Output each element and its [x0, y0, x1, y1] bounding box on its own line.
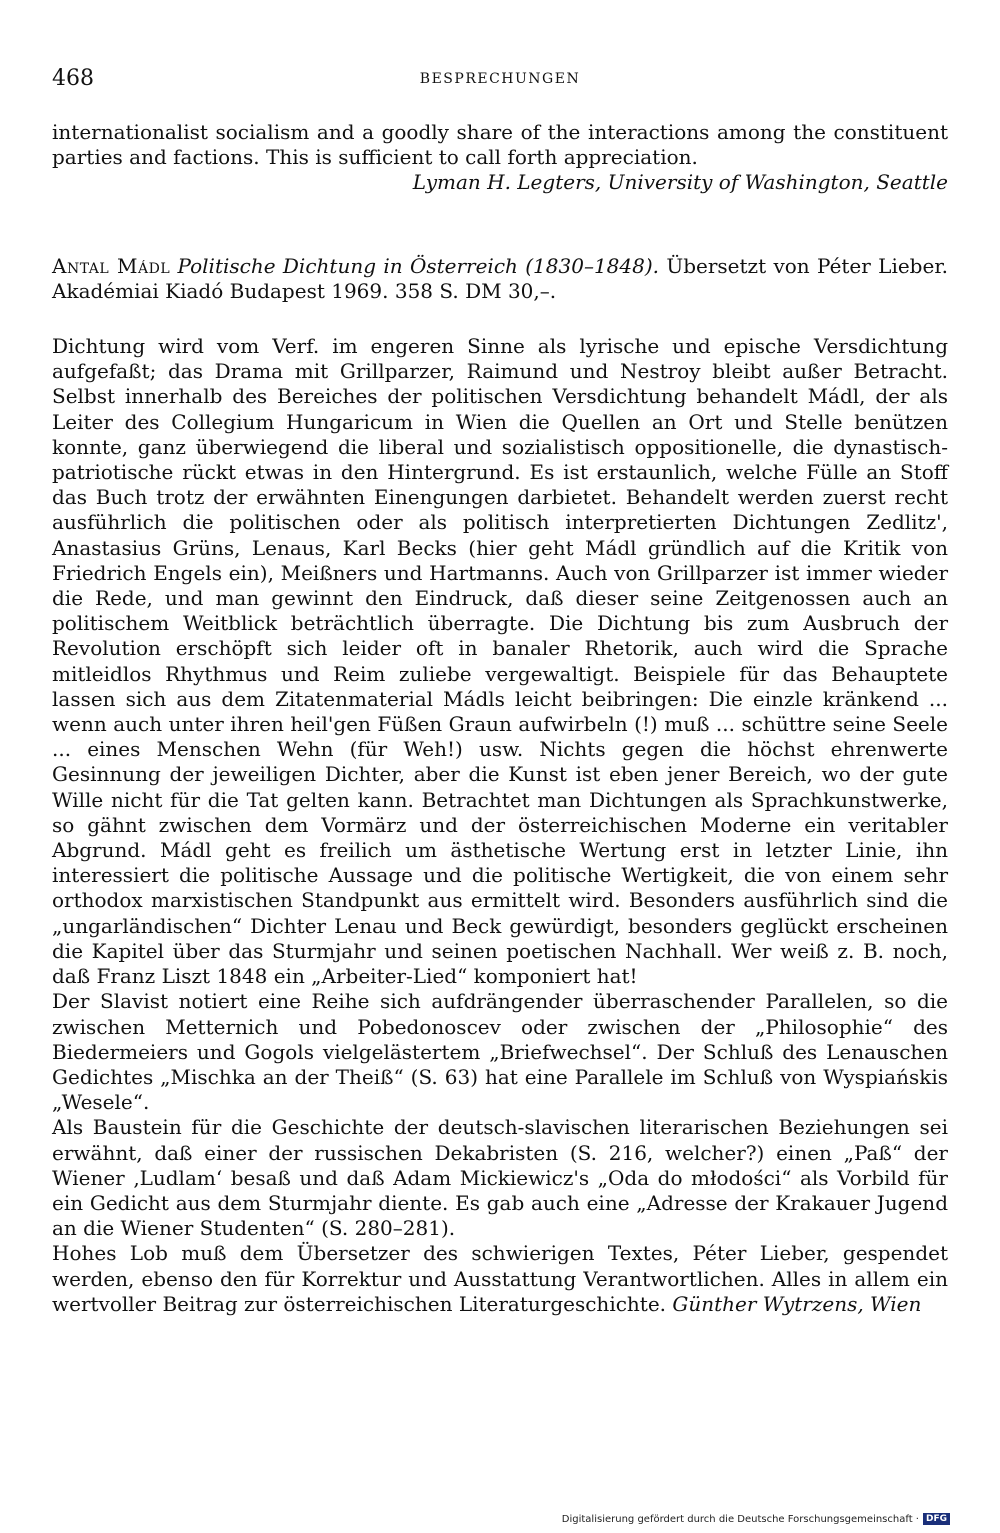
- credit-text: Digitalisierung gefördert durch die Deutsche Forschungsgemeinschaft ·: [561, 1513, 919, 1525]
- page-header: [52, 66, 948, 100]
- review-body: [52, 334, 948, 1317]
- previous-review-signature: Lyman H. Legters, University of Washington, Seattle: [412, 170, 948, 195]
- review-book-title: Politische Dichtung in Österreich (1830–1848).: [177, 253, 660, 278]
- review-final-paragraph: [52, 1241, 948, 1317]
- page-number: 468: [52, 66, 94, 91]
- digitization-credit: [562, 1513, 950, 1525]
- previous-review-text: internationalist socialism and a goodly share of the interactions among the constituent parties and factions. This is sufficient to call forth appreciation.: [52, 120, 948, 170]
- review-book-author: Antal Mádl: [52, 253, 171, 278]
- review-final-text: Hohes Lob muß dem Übersetzer des schwierigen Textes, Péter Lieber, gespendet werden, ebenso den für Korrektur und Ausstattung Verantwortlichen. Alles in allem ein wertvoller Beitrag zur österreichischen Literaturgeschichte.: [52, 1241, 948, 1316]
- review-book-publication: Übersetzt von Péter Lieber. Akadémiai Kiadó Budapest 1969. 358 S. DM 30,–.: [52, 253, 949, 303]
- document-page: [52, 66, 948, 1317]
- dfg-logo: DFG: [923, 1513, 950, 1525]
- running-head: BESPRECHUNGEN: [419, 71, 581, 87]
- review-signature: Günther Wytrzens, Wien: [672, 1291, 922, 1316]
- review-bibliographic-entry: [52, 254, 948, 304]
- review-paragraph: Der Slavist notiert eine Reihe sich aufdrängender überraschender Parallelen, so die zwischen Metternich und Pobedonoscev oder zwischen der „Philosophie“ des Biedermeiers und Gogols vielgelästertem „Briefwechsel“. Der Schluß des Lenauschen Gedichtes „Mischka an der Theiß“ (S. 63) hat eine Parallele im Schluß von Wyspiańskis „Wesele“.: [52, 989, 948, 1115]
- review-paragraph: Als Baustein für die Geschichte der deutsch-slavischen literarischen Beziehungen sei erwähnt, daß einer der russischen Dekabristen (S. 216, welcher?) einen „Paß“ der Wiener ‚Ludlam‘ besaß und daß Adam Mickiewicz's „Oda do młodości“ als Vorbild für ein Gedicht aus dem Sturmjahr diente. Es gab auch eine „Adresse der Krakauer Jugend an die Wiener Studenten“ (S. 280–281).: [52, 1115, 948, 1241]
- review-paragraph: Dichtung wird vom Verf. im engeren Sinne als lyrische und epische Versdichtung aufgefaßt; das Drama mit Grillparzer, Raimund und Nestroy bleibt außer Betracht. Selbst innerhalb des Bereiches der politischen Versdichtung behandelt Mádl, der als Leiter des Collegium Hungaricum in Wien die Quellen an Ort und Stelle benützen konnte, ganz überwiegend die liberal und sozialistisch oppositionelle, die dynastisch-patriotische rückt etwas in den Hintergrund. Es ist erstaunlich, welche Fülle an Stoff das Buch trotz der erwähnten Einengungen darbietet. Behandelt werden zuerst recht ausführlich die politischen oder als politisch interpretierten Dichtungen Zedlitz', Anastasius Grüns, Lenaus, Karl Becks (hier geht Mádl gründlich auf die Kritik von Friedrich Engels ein), Meißners und Hartmanns. Auch von Grillparzer ist immer wieder die Rede, und man gewinnt den Eindruck, daß dieser seine Zeitgenossen auch an politischem Weitblick beträchtlich überragte. Die Dichtung bis zum Ausbruch der Revolution erschöpft sich leider oft in banaler Rhetorik, auch wird die Sprache mitleidlos Rhythmus und Reim zuliebe vergewaltigt. Beispiele für das Behauptete lassen sich aus dem Zitatenmaterial Mádls leicht beibringen: Die einzle kränkend ... wenn auch unter ihren heil'gen Füßen Graun aufwirbeln (!) muß ... schüttre seine Seele ... eines Menschen Wehn (für Weh!) usw. Nichts gegen die höchst ehrenwerte Gesinnung der jeweiligen Dichter, aber die Kunst ist eben jener Bereich, wo der gute Wille nicht für die Tat gelten kann. Betrachtet man Dichtungen als Sprachkunstwerke, so gähnt zwischen dem Vormärz und der österreichischen Moderne ein veritabler Abgrund. Mádl geht es freilich um ästhetische Wertung erst in letzter Linie, ihn interessiert die politische Aussage und die politische Wertigkeit, die von einem sehr orthodox marxistischen Standpunkt aus ermittelt wird. Besonders ausführlich sind die „ungarländischen“ Dichter Lenau und Beck gewürdigt, besonders geglückt erscheinen die Kapitel über das Sturmjahr und seinen poetischen Nachhall. Wer weiß z. B. noch, daß Franz Liszt 1848 ein „Arbeiter-Lied“ komponiert hat!: [52, 334, 948, 989]
